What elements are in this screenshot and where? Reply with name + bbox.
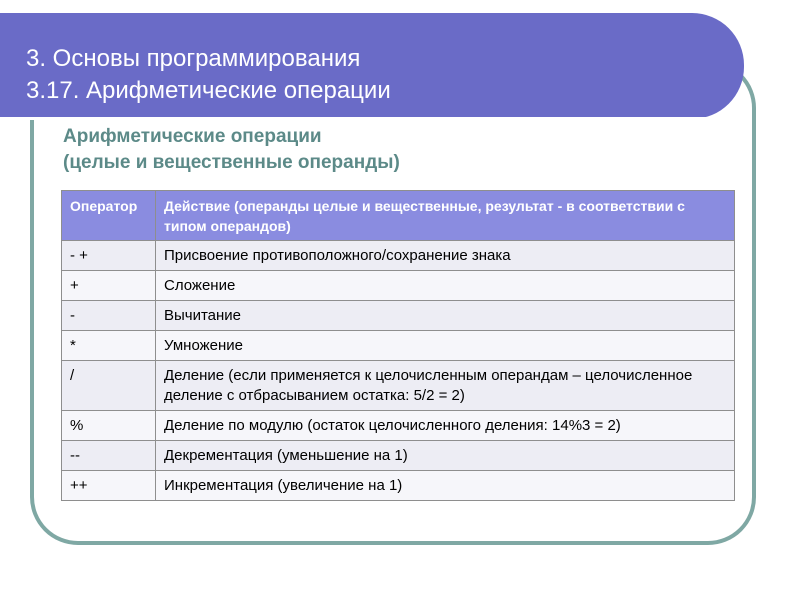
title-underline	[0, 117, 708, 120]
action-cell: Декрементация (уменьшение на 1)	[156, 441, 735, 471]
table-row	[62, 361, 735, 411]
operator-cell: ++	[62, 471, 156, 501]
action-cell: Деление (если применяется к целочисленным операндам – целочисленное деление с отбрасыванием остатка: 5/2 = 2)	[156, 361, 735, 411]
operator-cell: - +	[62, 241, 156, 271]
title-line-1: 3. Основы программирования	[26, 45, 361, 72]
subtitle-line-2: (целые и вещественные операнды)	[63, 152, 400, 173]
table-row	[62, 331, 735, 361]
action-cell: Инкрементация (увеличение на 1)	[156, 471, 735, 501]
action-cell: Деление по модулю (остаток целочисленного деления: 14%3 = 2)	[156, 411, 735, 441]
action-cell: Вычитание	[156, 301, 735, 331]
operator-cell: *	[62, 331, 156, 361]
action-cell: Сложение	[156, 271, 735, 301]
operator-cell: --	[62, 441, 156, 471]
operator-cell: /	[62, 361, 156, 411]
table-row	[62, 411, 735, 441]
table-row	[62, 441, 735, 471]
table-row	[62, 301, 735, 331]
header-operator: Оператор	[62, 191, 156, 241]
title-line-2: 3.17. Арифметические операции	[26, 77, 391, 104]
action-cell: Умножение	[156, 331, 735, 361]
operators-table	[61, 190, 735, 501]
table-row	[62, 271, 735, 301]
table-row	[62, 241, 735, 271]
table-row	[62, 471, 735, 501]
action-cell: Присвоение противоположного/сохранение знака	[156, 241, 735, 271]
operator-cell: +	[62, 271, 156, 301]
operator-cell: %	[62, 411, 156, 441]
title-banner	[0, 13, 744, 119]
slide-title	[26, 43, 391, 107]
operator-cell: -	[62, 301, 156, 331]
subtitle-line-1: Арифметические операции	[63, 126, 322, 147]
table-header-row	[62, 191, 735, 241]
slide-subtitle	[63, 124, 400, 176]
header-action: Действие (операнды целые и вещественные, результат - в соответствии с типом операндов)	[156, 191, 735, 241]
